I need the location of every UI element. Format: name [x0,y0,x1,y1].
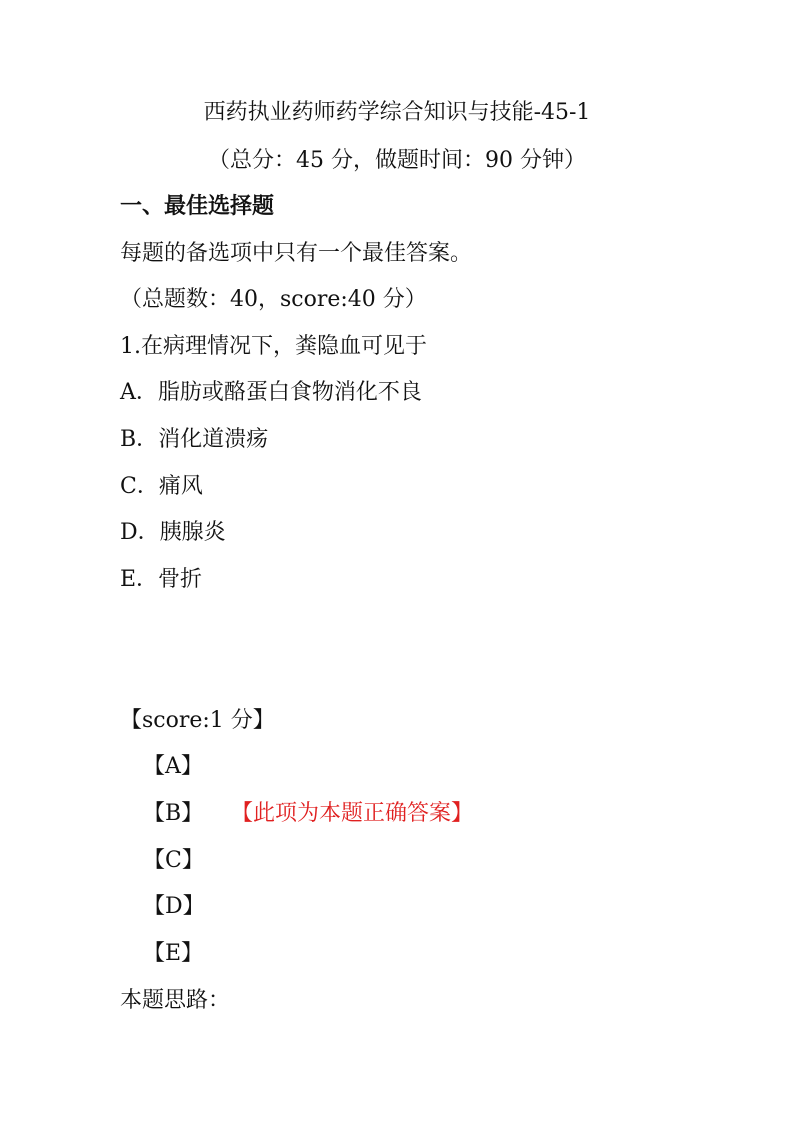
option-e: E．骨折 [120,567,203,592]
section-instruction: 每题的备选项中只有一个最佳答案。 [120,241,473,266]
option-a: A．脂肪或酪蛋白食物消化不良 [120,380,422,405]
correct-answer-note: 【此项为本题正确答案】 [231,801,474,826]
analysis-label: 本题思路： [120,988,231,1013]
option-c: C．痛风 [120,474,203,499]
answer-choice-e: 【E】 [143,941,204,966]
answer-choice-c: 【C】 [143,848,204,873]
section-meta: （总题数：40，score:40 分） [120,287,427,312]
section-heading: 一、最佳选择题 [120,194,275,219]
question-stem: 1.在病理情况下，粪隐血可见于 [120,334,427,359]
option-b: B．消化道溃疡 [120,427,269,452]
document-title: 西药执业药师药学综合知识与技能-45-1 [203,100,591,125]
option-d: D．胰腺炎 [120,520,226,545]
answer-choice-d: 【D】 [143,894,205,919]
answer-score: 【score:1 分】 [120,708,275,733]
answer-choice-a: 【A】 [143,754,203,779]
answer-choice-b: 【B】 [143,801,204,826]
document-subtitle: （总分：45 分，做题时间：90 分钟） [208,148,586,173]
